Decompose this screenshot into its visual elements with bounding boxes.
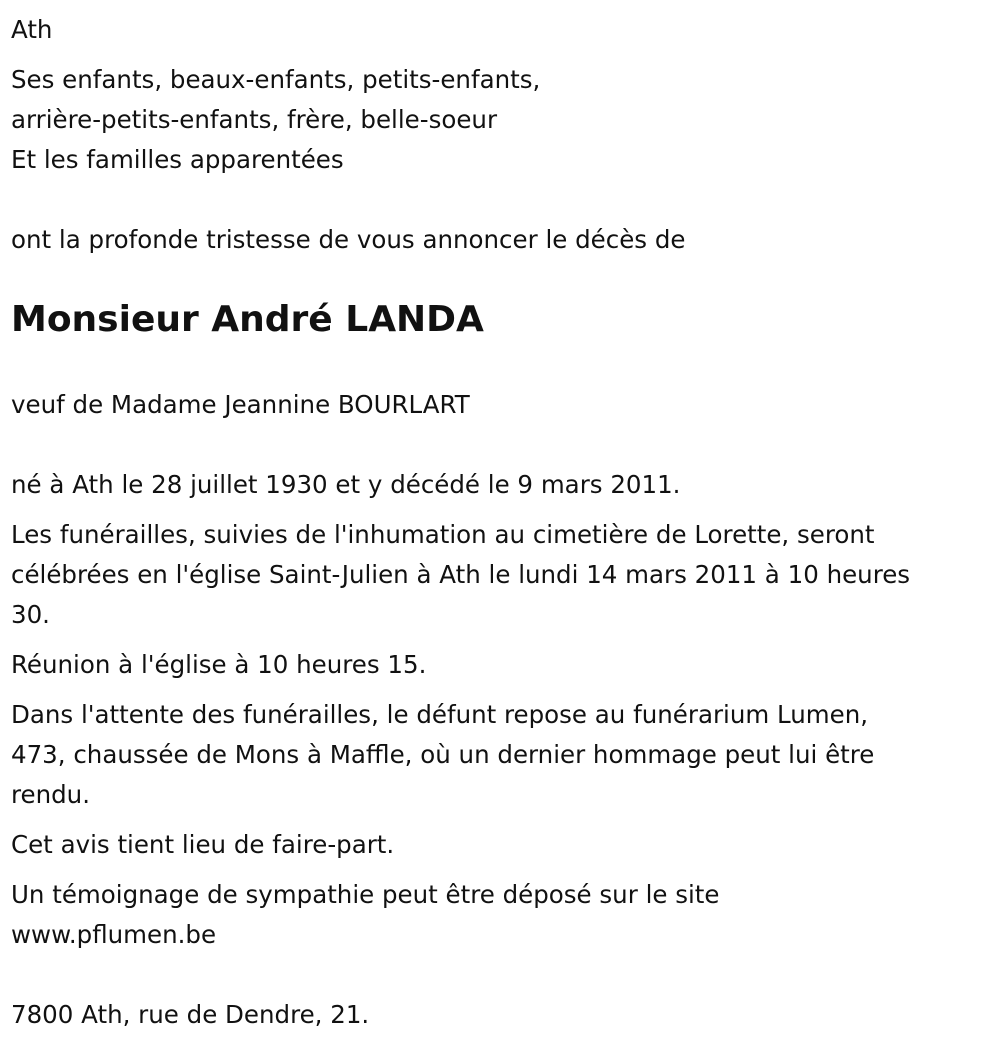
funeral-line: 30. xyxy=(11,600,50,629)
family-line: Ses enfants, beaux-enfants, petits-enfants, xyxy=(11,65,541,94)
birth-death-text: né à Ath le 28 juillet 1930 et y décédé le 9 mars 2011. xyxy=(11,470,681,499)
family-line: Et les familles apparentées xyxy=(11,145,344,174)
widow-of-text: veuf de Madame Jeannine BOURLART xyxy=(11,390,470,419)
website-link[interactable]: www.pflumen.be xyxy=(11,920,217,949)
deceased-name: Monsieur André LANDA xyxy=(11,299,484,340)
repose-line: Dans l'attente des funérailles, le défunt repose au funérarium Lumen, xyxy=(11,700,869,729)
city-heading: Ath xyxy=(11,15,53,44)
funeral-line: Les funérailles, suivies de l'inhumation au cimetière de Lorette, seront xyxy=(11,520,875,549)
repose-line: rendu. xyxy=(11,780,91,809)
address-text: 7800 Ath, rue de Dendre, 21. xyxy=(11,1000,370,1029)
funeral-line: célébrées en l'église Saint-Julien à Ath le lundi 14 mars 2011 à 10 heures xyxy=(11,560,911,589)
family-line: arrière-petits-enfants, frère, belle-soeur xyxy=(11,105,498,134)
meeting-text: Réunion à l'église à 10 heures 15. xyxy=(11,650,427,679)
faire-part-text: Cet avis tient lieu de faire-part. xyxy=(11,830,395,859)
repose-line: 473, chaussée de Mons à Maffle, où un dernier hommage peut lui être xyxy=(11,740,875,769)
sympathy-line: Un témoignage de sympathie peut être déposé sur le site xyxy=(11,880,720,909)
repose-block xyxy=(11,695,960,815)
sympathy-block xyxy=(11,875,960,955)
funeral-block xyxy=(11,515,960,635)
family-block xyxy=(11,60,960,180)
announcement-text: ont la profonde tristesse de vous annoncer le décès de xyxy=(11,225,686,254)
